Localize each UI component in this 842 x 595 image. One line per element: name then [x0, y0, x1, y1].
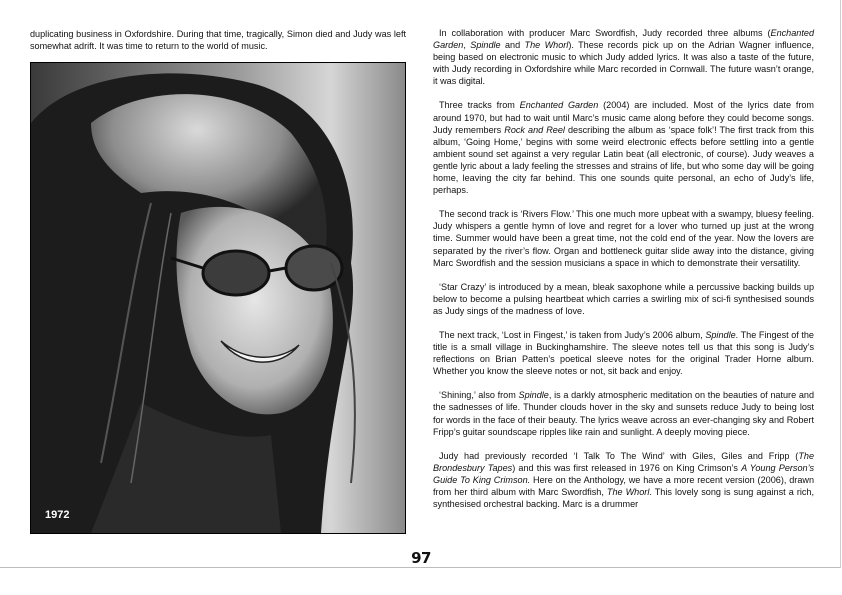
text-run: The next track, ‘Lost in Fingest,’ is taken from Judy’s 2006 album,: [439, 329, 706, 340]
text-run: and: [500, 40, 525, 51]
italic-title: Enchanted Garden: [433, 28, 814, 51]
italic-title: Enchanted Garden: [519, 100, 599, 111]
text-run: In collaboration with producer Marc Swordfish, Judy recorded three albums (: [439, 28, 771, 38]
text-run: describing the album as ‘space folk’! The first track from this album, ‘Going Home,’ begins with some weird electronic effects before settling into a gentle ambient sound set against a very regular Latin beat (all electronic, of course). Judy weaves a gentle lyric about a lady feeling the stresses and strains of life, but who some day will be going home, leaving the city far behind. This one sounds quite personal, an echo of Judy’s life, perhaps.: [433, 124, 814, 196]
right-column: [433, 27, 814, 522]
article-paragraph: [433, 281, 814, 317]
photo-caption: 1972: [45, 509, 70, 521]
article-paragraph: [433, 27, 814, 87]
article-paragraph: [433, 389, 814, 437]
italic-title: The Whorl: [606, 487, 650, 497]
text-run: Here on the Anthology, we have a more recent version (2006), drawn from her third album with Marc Swordfish,: [433, 474, 814, 497]
italic-title: Spindle: [518, 390, 549, 401]
italic-title: A Young Person’s Guide To King Crimson.: [433, 462, 814, 485]
text-run: , is a darkly atmospheric meditation on the beauties of nature and the sadnesses of life. Thunder clouds hover in the sky and sunsets reduce Judy to being lost for words in the face of their beauty. The lyrics weave across an ever-changing sky and Robert Fripp’s guitar soundscape ripples like rain and sunlight. A deeply moving piece.: [433, 390, 815, 437]
portrait-photo: [31, 63, 405, 533]
text-run: Three tracks from: [439, 100, 520, 111]
text-run: ). These records pick up on the Adrian Wagner influence, being based on electronic music to which Judy added lyrics. It was also a taste of the future, with Judy recording in Oxfordshire while Marc recorded in Cornwall. The future wasn’t orange, it was digital.: [433, 40, 814, 87]
italic-title: The Whorl: [524, 40, 569, 51]
text-run: The second track is ‘Rivers Flow.’ This one much more upbeat with a swampy, bluesy feeling. Judy whispers a gentle hymn of love and regret for a lover who turned up just at the wrong time. Summer would have been a great time, not the cold end of the year. Now the lovers are separated by the river’s flow. Organ and bottleneck guitar slide away into the distance, giving Marc Swordfish and the session musicians a space in which to demonstrate their versatility.: [433, 209, 814, 268]
left-column: [30, 28, 406, 64]
left-paragraph: duplicating business in Oxfordshire. During that time, tragically, Simon died and Judy was left somewhat adrift. It was time to return to the world of music.: [30, 29, 406, 52]
article-paragraph: [433, 329, 814, 377]
photo-judy-1972: [30, 62, 406, 534]
italic-title: Rock and Reel: [504, 124, 565, 135]
text-run: ‘Star Crazy’ is introduced by a mean, bleak saxophone while a percussive backing builds up below to become a pulsing heartbeat which carries a swirling mix of sci-fi synthesised sounds as Judy sings of the madness of love.: [433, 281, 814, 316]
text-run: (2004) are included. Most of the lyrics date from around 1970, but had to wait until Marc’s music came along before they could become songs. Judy remembers: [433, 100, 815, 135]
text-run: ,: [463, 40, 471, 51]
article-paragraph: [433, 450, 814, 510]
text-run: . This lovely song is sung against a rich, synthesised orchestral backing. Marc is a drummer: [433, 487, 814, 510]
article-paragraph: [433, 208, 814, 268]
italic-title: Spindle: [705, 329, 736, 340]
italic-title: Spindle: [470, 40, 501, 51]
italic-title: The Brondesbury Tapes: [433, 450, 814, 473]
article-paragraph: [433, 99, 814, 196]
text-run: ‘Shining,’ also from: [439, 390, 519, 401]
page-number: 97: [411, 549, 431, 567]
text-run: Judy had previously recorded ‘I Talk To The Wind’ with Giles, Giles and Fripp (: [439, 450, 799, 461]
text-run: ) and this was first released in 1976 on King Crimson’s: [512, 462, 742, 473]
text-run: . The Fingest of the title is a small village in Buckinghamshire. The sleeve notes tell us that this song is Judy’s reflections on Brian Patten’s poetical sleeve notes for the original Trader Horne album. Whether you know the sleeve notes or not, sit back and enjoy.: [433, 329, 814, 377]
